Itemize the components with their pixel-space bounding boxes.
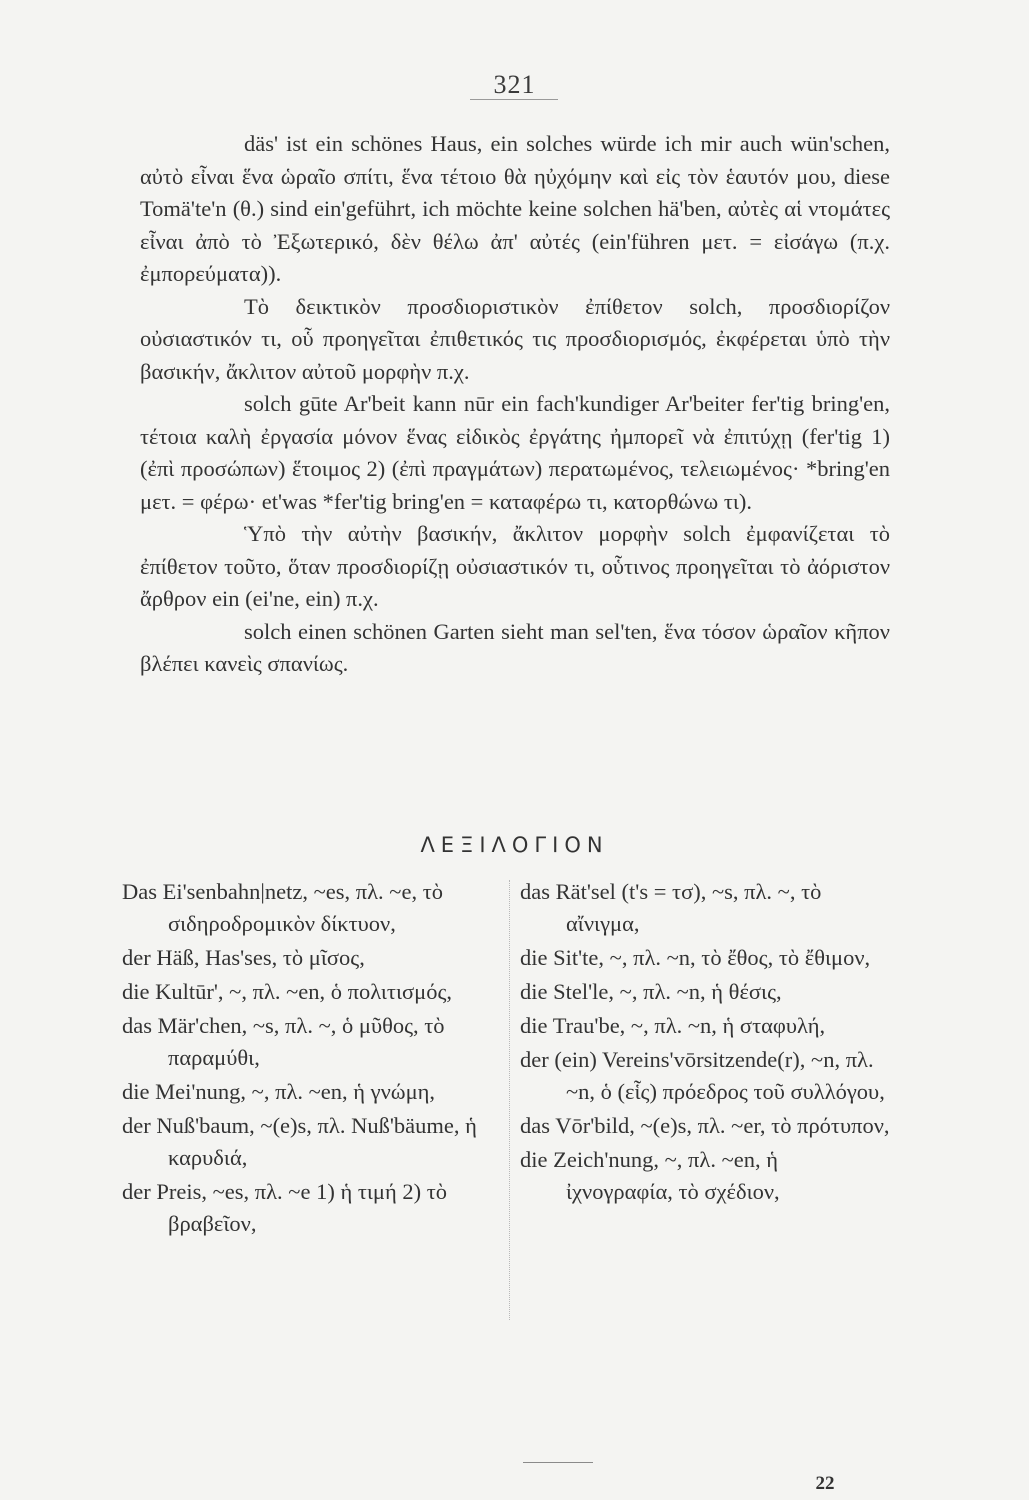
paragraph: Ὑπὸ τὴν αὐτὴν βασικήν, ἄκλιτον μορφὴν solch ἐμφανίζεται τὸ ἐπίθετον τοῦτο, ὅταν προσδιορίζῃ οὐσιαστικόν τι, οὗτινος προηγεῖται τὸ ἀόριστον ἄρθρον ein (ei'ne, ein) π.χ. — [140, 521, 890, 611]
glossary-entry: der Häß, Has'ses, τὸ μῖσος, — [122, 945, 365, 970]
glossary-right-column — [520, 876, 890, 1210]
signature-mark: 22 — [815, 1473, 835, 1494]
glossary-entry: die Sit'te, ~, πλ. ~n, τὸ ἔθος, τὸ ἔθιμον, — [520, 945, 871, 970]
glossary-entry: die Mei'nung, ~, πλ. ~en, ἡ γνώμη, — [122, 1079, 436, 1104]
glossary-entry: die Stel'le, ~, πλ. ~n, ἡ θέσις, — [520, 979, 782, 1004]
glossary-entry: die Zeich'nung, ~, πλ. ~en, ἡ ἰχνογραφία, τὸ σχέδιον, — [520, 1147, 780, 1204]
glossary-entry: Das Ei'senbahn|netz, ~es, πλ. ~e, τὸ σιδηροδρομικὸν δίκτυον, — [122, 879, 444, 936]
glossary-left-column — [122, 876, 497, 1242]
paragraph: solch einen schönen Garten sieht man sel'ten, ἕνα τόσον ὡραῖον κῆπον βλέπει κανεὶς σπανίως. — [140, 618, 890, 676]
column-divider — [509, 880, 510, 1320]
bottom-rule — [523, 1462, 593, 1463]
glossary-entry: der Nuß'baum, ~(e)s, πλ. Nuß'bäume, ἡ καρυδιά, — [122, 1113, 477, 1170]
glossary-entry: das Rät'sel (t's = τσ), ~s, πλ. ~, τὸ αἴνιγμα, — [520, 879, 822, 936]
page-number: 321 — [493, 70, 536, 99]
paragraph: däs' ist ein schönes Haus, ein solches würde ich mir auch wün'schen, αὐτὸ εἶναι ἕνα ὡραῖο σπίτι, ἕνα τέτοιο θὰ ηὐχόμην καὶ εἰς τὸν ἑαυτόν μου, diese Tomä'te'n (θ.) sind ein'geführt, ich möchte keine solchen hä'ben, αὐτὲς αἱ ντομάτες εἶναι ἀπὸ τὸ Ἐξωτερικό, δὲν θέλω ἀπ' αὐτές (ein'führen μετ. = εἰσάγω (π.χ. ἐμπορεύματα)). — [140, 131, 890, 286]
glossary-entry: das Mär'chen, ~s, πλ. ~, ὁ μῦθος, τὸ παραμύθι, — [122, 1013, 445, 1070]
glossary-entry: der Preis, ~es, πλ. ~e 1) ἡ τιμή 2) τὸ βραβεῖον, — [122, 1179, 448, 1236]
glossary-entry: die Kultūr', ~, πλ. ~en, ὁ πολιτισμός, — [122, 979, 453, 1004]
paragraph: Τὸ δεικτικὸν προσδιοριστικὸν ἐπίθετον solch, προσδιορίζον οὐσιαστικόν τι, οὗ προηγεῖται ἐπιθετικός τις προσδιορισμός, ἐκφέρεται ὑπὸ τὴν βασικήν, ἄκλιτον αὐτοῦ μορφὴν π.χ. — [140, 293, 890, 384]
page-number-rule — [470, 99, 558, 100]
paragraph: solch gūte Ar'beit kann nūr ein fach'kundiger Ar'beiter fer'tig bring'en, τέτοια καλὴ ἐργασία μόνον ἕνας εἰδικὸς ἐργάτης ἠμπορεῖ νὰ ἐπιτύχῃ (fer'tig 1) (ἐπὶ προσώπων) ἕτοιμος 2) (ἐπὶ πραγμάτων) περατωμένος, τελειωμένος· *bring'en μετ. = φέρω· et'was *fer'tig bring'en = καταφέρω τι, κατορθώνω τι). — [140, 391, 890, 514]
glossary-entry: das Vōr'bild, ~(e)s, πλ. ~er, τὸ πρότυπον, — [520, 1113, 890, 1138]
body-text — [140, 128, 890, 681]
glossary-entry: die Trau'be, ~, πλ. ~n, ἡ σταφυλή, — [520, 1013, 826, 1038]
glossary-title: ΛΕΞΙΛΟΓΙΟΝ — [420, 833, 609, 857]
glossary-entry: der (ein) Vereins'vōrsitzende(r), ~n, πλ. ~n, ὁ (εἷς) πρόεδρος τοῦ συλλόγου, — [520, 1047, 885, 1104]
